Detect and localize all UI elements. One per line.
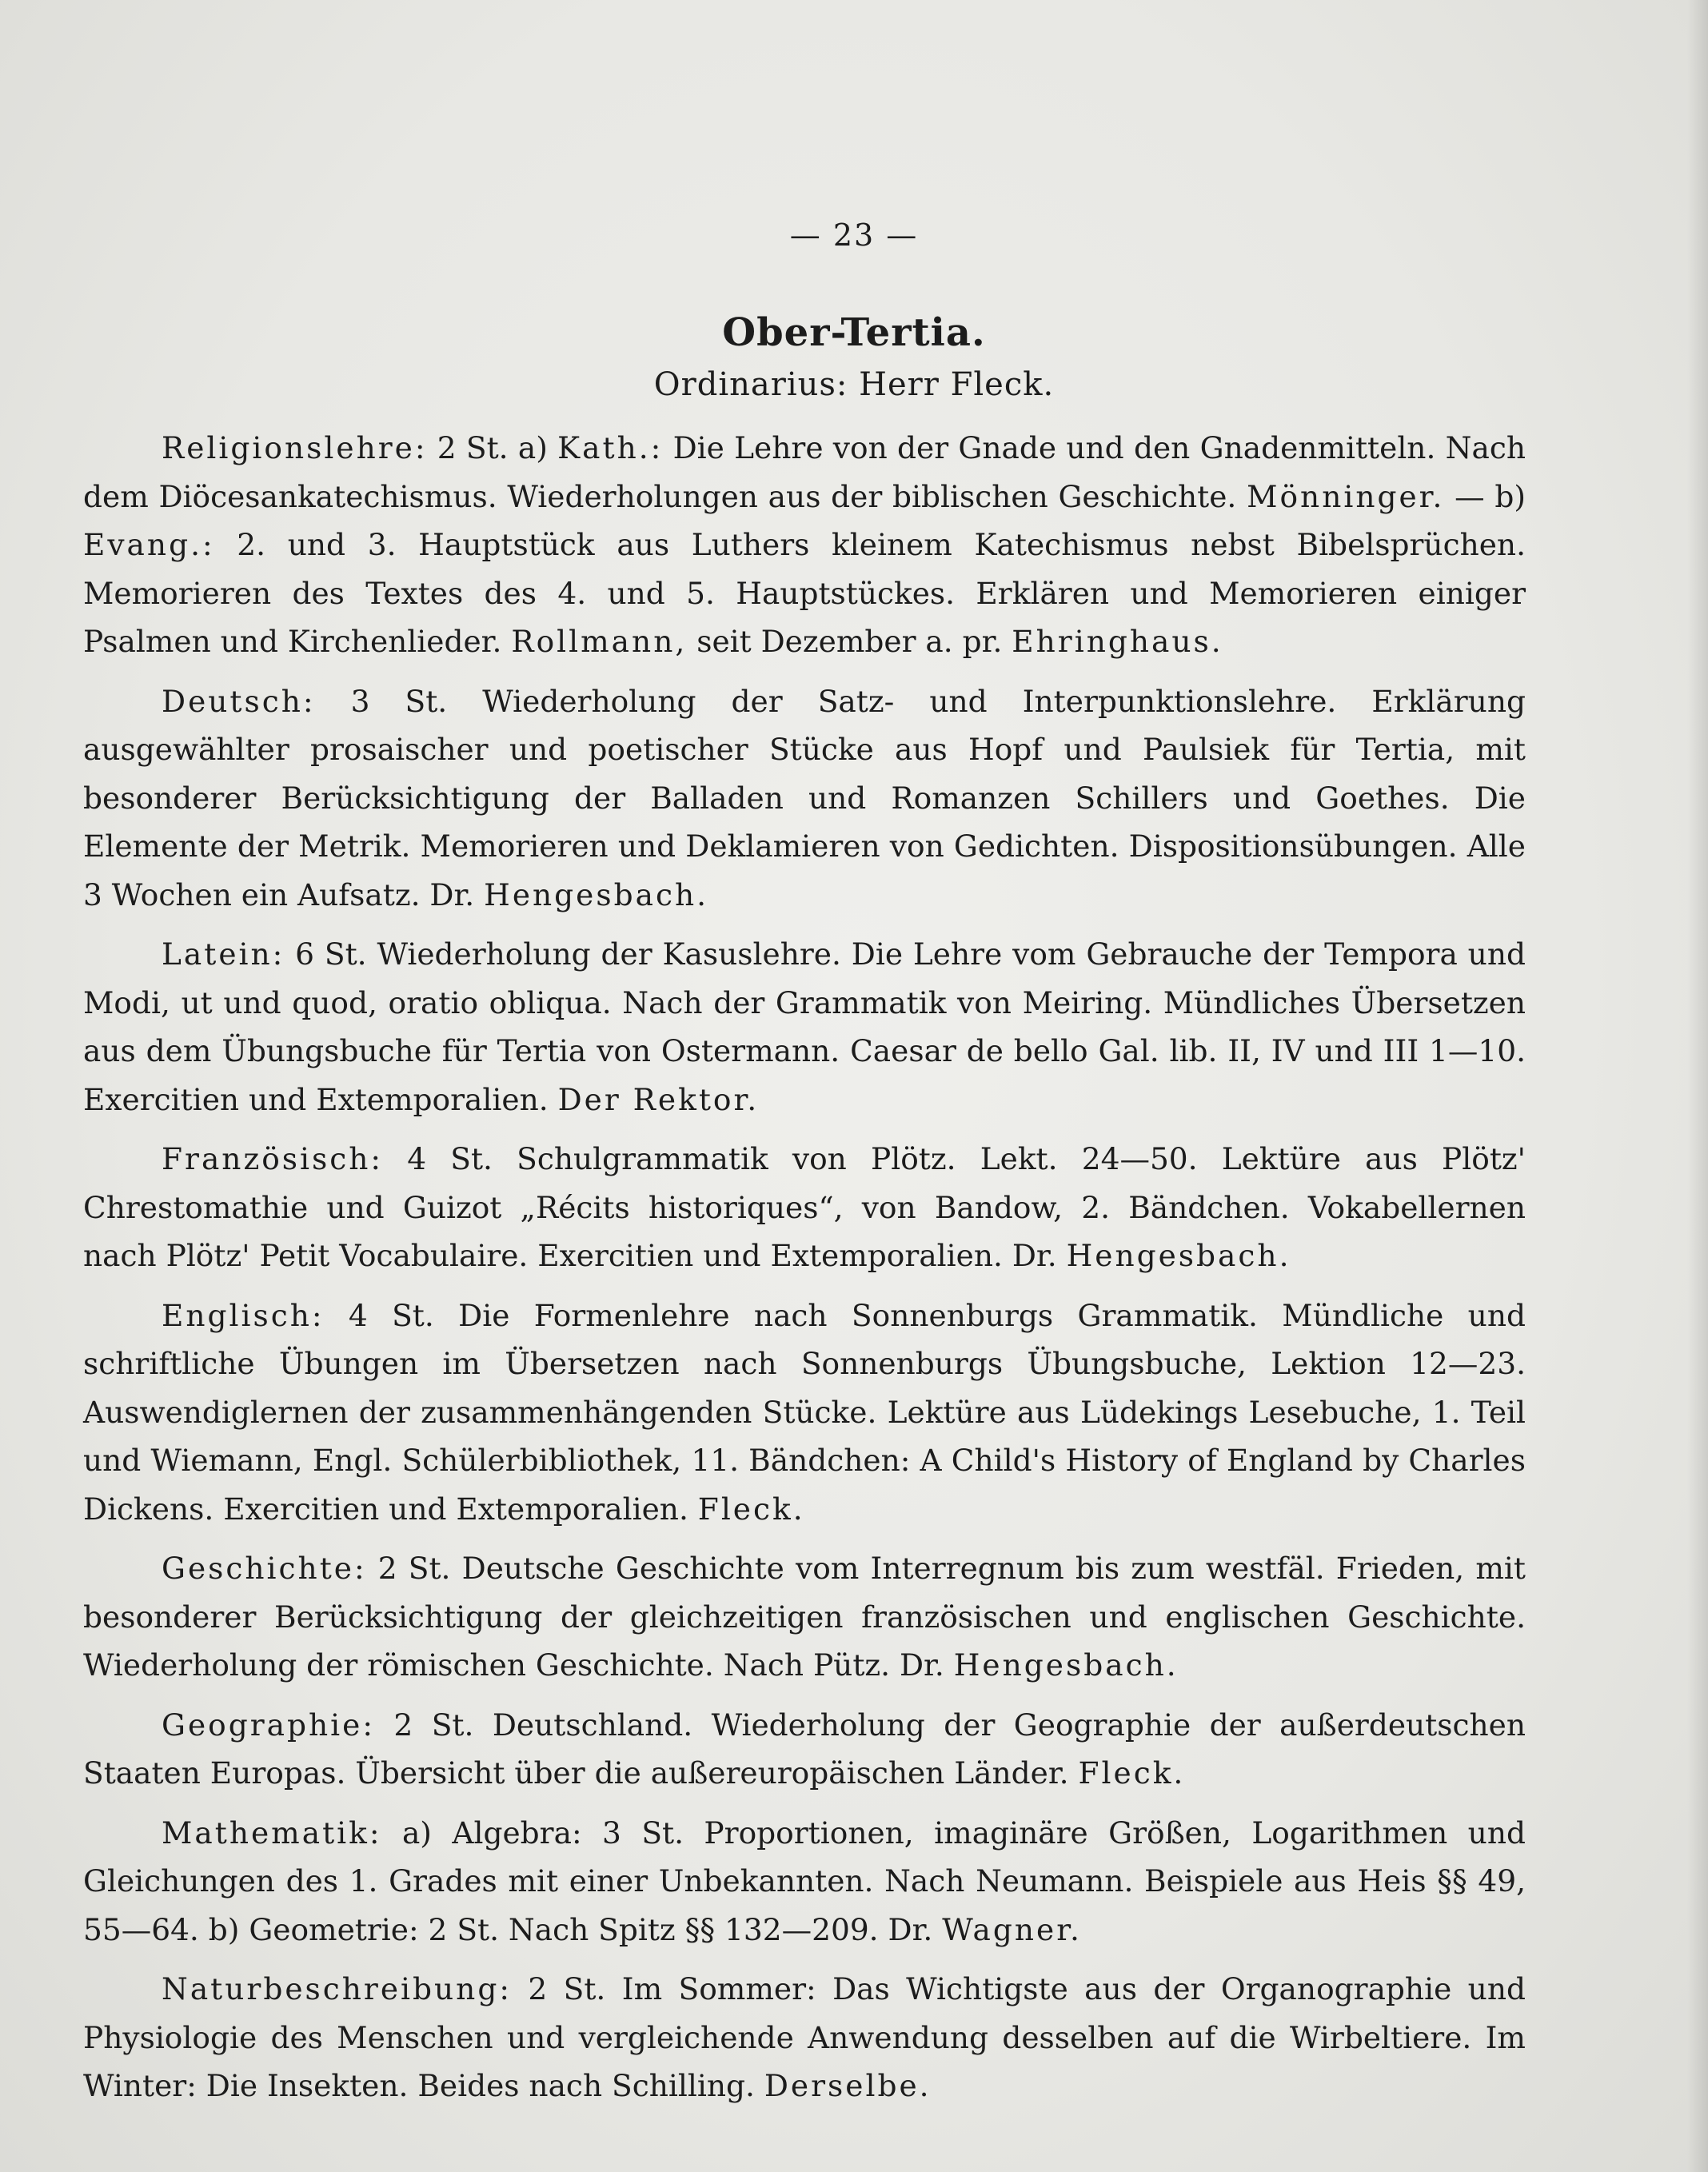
paragraph-text: seit Dezember a. pr. <box>687 624 1012 659</box>
subject-label: Latein: <box>162 936 285 972</box>
paragraph-text: 2 St. Deutschland. Wiederholung der Geographie der außerdeutschen Staaten Europas. Übersicht über die außereuropäischen Länder. <box>83 1707 1526 1791</box>
page-number: — 23 — <box>789 218 919 253</box>
subject-label: Religionslehre: <box>162 430 428 465</box>
paragraph-religion <box>83 424 1526 666</box>
teacher-name: Mönninger. <box>1247 478 1445 514</box>
paragraph-geschichte <box>83 1544 1526 1690</box>
paragraph-text: 3 St. Wiederholung der Satz- und Interpunktionslehre. Erklärung ausgewählter prosaischer und poetischer Stücke aus Hopf und Paulsiek für Tertia, mit besonderer Berücksichtigung der Balladen und Romanzen Schillers und Goethes. Die Elemente der Metrik. Memorieren und Deklamieren von Gedichten. Dispositionsübungen. Alle 3 Wochen ein Aufsatz. Dr. <box>83 683 1526 912</box>
subject-label: Evang.: <box>83 527 215 562</box>
paragraph-text: 4 St. Schulgrammatik von Plötz. Lekt. 24—50. Lektüre aus Plötz' Chrestomathie und Guizot „Récits historiques“, von Bandow, 2. Bändchen. Vokabellernen nach Plötz' Petit Vocabulaire. Exercitien und Extemporalien. Dr. <box>83 1141 1526 1273</box>
paragraph-text: a) Algebra: 3 St. Proportionen, imaginäre Größen, Logarithmen und Gleichungen des 1. Grades mit einer Unbekannten. Nach Neumann. Beispiele aus Heis §§ 49, 55—64. b) Geometrie: 2 St. Nach Spitz §§ 132—209. Dr. <box>83 1815 1526 1947</box>
body-text <box>83 424 1526 2122</box>
paragraph-text: 2. und 3. Hauptstück aus Luthers kleinem Katechismus nebst Bibelsprüchen. Memorieren des Textes des 4. und 5. Hauptstückes. Erklären und Memorieren einiger Psalmen und Kirchenlieder. <box>83 527 1526 659</box>
subject-label: Französisch: <box>162 1141 384 1176</box>
subject-label: Kath.: <box>557 430 664 465</box>
paragraph-mathematik <box>83 1809 1526 1954</box>
paragraph-franzoesisch <box>83 1135 1526 1280</box>
paragraph-text: 2 St. Im Sommer: Das Wichtigste aus der Organographie und Physiologie des Menschen und vergleichende Anwendung desselben auf die Wirbeltiere. Im Winter: Die Insekten. Beides nach Schilling. <box>83 1971 1526 2103</box>
ordinarius-line: Ordinarius: Herr Fleck. <box>653 366 1055 403</box>
teacher-name: Derselbe. <box>764 2068 932 2103</box>
teacher-name: Fleck. <box>1078 1755 1186 1791</box>
subject-label: Geschichte: <box>162 1551 367 1586</box>
teacher-name: Rollmann, <box>511 624 688 659</box>
paragraph-text: 4 St. Die Formenlehre nach Sonnenburgs Grammatik. Mündliche und schriftliche Übungen im Übersetzen nach Sonnenburgs Übungsbuche, Lektion 12—23. Auswendiglernen der zusammenhängenden Stücke. Lektüre aus Lüdekings Lesebuche, 1. Teil und Wiemann, Engl. Schülerbibliothek, 11. Bändchen: A Child's History of England by Charles Dickens. Exercitien und Extemporalien. <box>83 1297 1526 1527</box>
paragraph-text: 2 St. a) <box>427 430 558 465</box>
paragraph-text: Die Lehre von der Gnade und den Gnadenmitteln. Nach dem Diöcesankatechismus. Wiederholungen aus der biblischen Geschichte. <box>83 430 1526 514</box>
paragraph-englisch <box>83 1292 1526 1534</box>
paragraph-text: 6 St. Wiederholung der Kasuslehre. Die Lehre vom Gebrauche der Tempora und Modi, ut und quod, oratio obliqua. Nach der Grammatik von Meiring. Mündliches Übersetzen aus dem Übungsbuche für Tertia von Ostermann. Caesar de bello Gal. lib. II, IV und III 1—10. Exercitien und Extemporalien. <box>83 936 1526 1117</box>
paragraph-naturbeschreibung <box>83 1965 1526 2110</box>
paragraph-geographie <box>83 1701 1526 1798</box>
paragraph-deutsch <box>83 677 1526 920</box>
subject-label: Englisch: <box>162 1297 325 1333</box>
teacher-name: Fleck. <box>697 1491 805 1527</box>
paragraph-text: — b) <box>1444 478 1526 514</box>
paragraph-latein <box>83 930 1526 1124</box>
subject-label: Geographie: <box>162 1707 375 1743</box>
teacher-name: Der Rektor. <box>557 1081 760 1117</box>
subject-label: Mathematik: <box>162 1815 382 1851</box>
teacher-name: Hengesbach. <box>1066 1238 1291 1273</box>
teacher-name: Hengesbach. <box>484 876 709 912</box>
section-title: Ober-Tertia. <box>722 310 986 355</box>
teacher-name: Hengesbach. <box>953 1647 1179 1683</box>
paragraph-text: 2 St. Deutsche Geschichte vom Interregnum bis zum westfäl. Frieden, mit besonderer Berücksichtigung der gleichzeitigen französischen und englischen Geschichte. Wiederholung der römischen Geschichte. Nach Pütz. Dr. <box>83 1551 1526 1683</box>
teacher-name: Ehringhaus. <box>1012 624 1223 659</box>
teacher-name: Wagner. <box>942 1911 1082 1947</box>
subject-label: Naturbeschreibung: <box>162 1971 512 2006</box>
subject-label: Deutsch: <box>162 683 316 719</box>
